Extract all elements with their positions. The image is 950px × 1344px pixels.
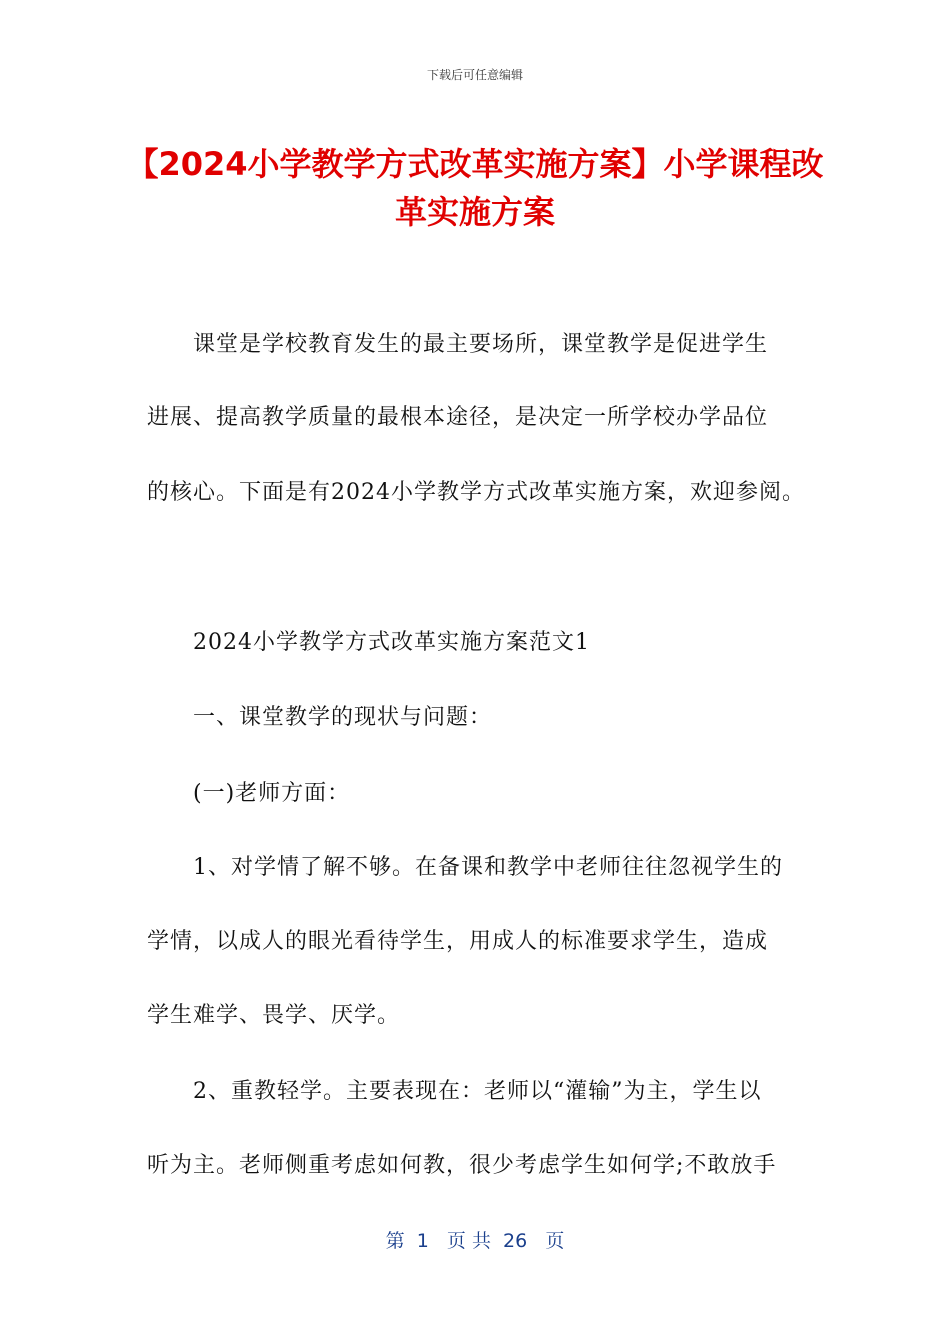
body-line: 学情，以成人的眼光看待学生，用成人的标准要求学生，造成 [147, 929, 769, 954]
document-title: 【2024小学教学方式改革实施方案】小学课程改革实施方案 [126, 145, 824, 231]
body-line: 课堂是学校教育发生的最主要场所，课堂教学是促进学生 [193, 332, 769, 357]
body-line: 2、重教轻学。主要表现在：老师以“灌输”为主，学生以 [193, 1079, 762, 1104]
subsection-heading: (一)老师方面： [193, 781, 351, 806]
section-heading: 一、课堂教学的现状与问题： [193, 705, 493, 730]
body-line: 听为主。老师侧重考虑如何教，很少考虑学生如何学;不敢放手 [147, 1153, 777, 1178]
page-footer: 第 1 页 共 26 页 [385, 1230, 565, 1252]
section-heading: 2024小学教学方式改革实施方案范文1 [193, 630, 590, 655]
body-line: 1、对学情了解不够。在备课和教学中老师往往忽视学生的 [193, 855, 783, 880]
header-note: 下载后可任意编辑 [426, 68, 523, 82]
body-line: 的核心。下面是有2024小学教学方式改革实施方案，欢迎参阅。 [147, 480, 805, 505]
body-line: 学生难学、畏学、厌学。 [147, 1003, 401, 1028]
body-line: 进展、提高教学质量的最根本途径，是决定一所学校办学品位 [147, 405, 769, 430]
